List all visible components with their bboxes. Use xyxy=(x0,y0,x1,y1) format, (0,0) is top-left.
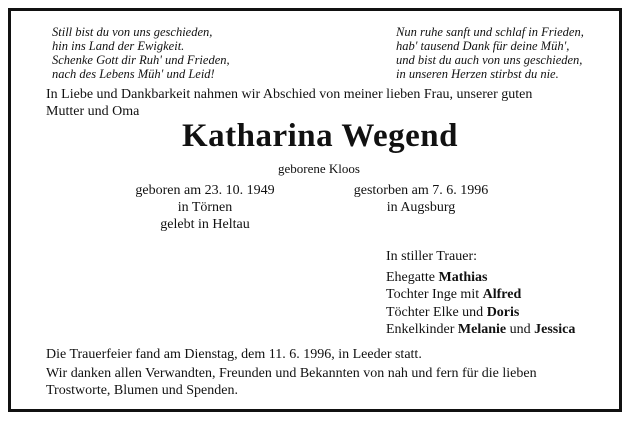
lived-place: gelebt in Heltau xyxy=(160,217,250,232)
mourner-row: Ehegatte Mathias xyxy=(386,269,488,285)
poem-line: in unseren Herzen stirbst du nie. xyxy=(396,67,559,81)
mourner-row: Tochter Inge mit Alfred xyxy=(386,287,522,302)
poem-line: hab' tausend Dank für deine Müh', xyxy=(396,39,570,53)
death-place: in Augsburg xyxy=(386,200,456,215)
birth-place: in Törnen xyxy=(177,200,233,215)
poem-line: hin ins Land der Ewigkeit. xyxy=(52,39,185,53)
poem-line: und bist du auch von uns geschieden, xyxy=(396,53,583,67)
poem-line: nach des Lebens Müh' und Leid! xyxy=(52,67,215,81)
maiden-name: geborene Kloos xyxy=(278,161,360,176)
poem-right xyxy=(396,25,584,81)
death-info xyxy=(346,182,496,216)
poem-line: Schenke Gott dir Ruh' und Frieden, xyxy=(52,53,230,67)
death-date: gestorben am 7. 6. 1996 xyxy=(353,183,489,198)
funeral-note: Die Trauerfeier fand am Dienstag, dem 11. 6. 1996, in Leeder statt. xyxy=(46,347,422,362)
deceased-name: Katharina Wegend xyxy=(181,118,458,154)
thanks-line: Trostworte, Blumen und Spenden. xyxy=(46,383,238,398)
poem-line: Still bist du von uns geschieden, xyxy=(52,25,213,39)
intro-line: Mutter und Oma xyxy=(46,104,140,119)
birth-info xyxy=(135,182,275,233)
thanks-text xyxy=(46,365,537,399)
intro-line: In Liebe und Dankbarkeit nahmen wir Abschied von meiner lieben Frau, unserer guten xyxy=(46,87,533,102)
mourners-heading: In stiller Trauer: xyxy=(386,249,477,264)
intro-text xyxy=(46,86,532,120)
mourner-row: Töchter Elke und Doris xyxy=(386,304,520,320)
poem-line: Nun ruhe sanft und schlaf in Frieden, xyxy=(396,25,584,39)
thanks-line: Wir danken allen Verwandten, Freunden und Bekannten von nah und fern für die lieben xyxy=(46,366,537,381)
poem-left xyxy=(52,25,230,81)
mourner-row: Enkelkinder Melanie und Jessica xyxy=(386,322,576,337)
birth-date: geboren am 23. 10. 1949 xyxy=(135,183,275,198)
mourners-list xyxy=(386,248,575,339)
